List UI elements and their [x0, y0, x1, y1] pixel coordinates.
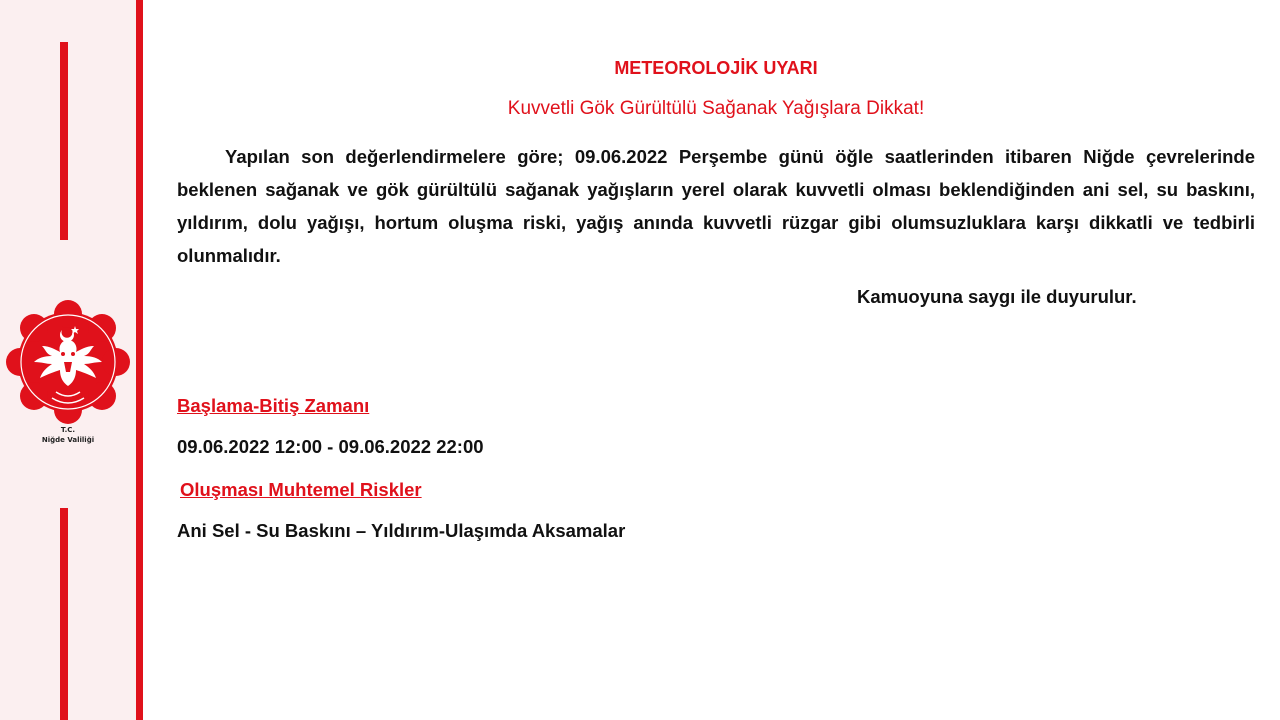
sidebar-accent-line-top	[60, 42, 68, 240]
page-title: METEOROLOJİK UYARI	[614, 58, 818, 78]
emblem-caption-tc: T.C.	[60, 426, 76, 434]
timing-value: 09.06.2022 12:00 - 09.06.2022 22:00	[177, 436, 484, 457]
sidebar-panel	[0, 0, 136, 720]
page-subtitle: Kuvvetli Gök Gürültülü Sağanak Yağışlara Dikkat!	[507, 98, 925, 119]
sidebar-divider	[136, 0, 143, 720]
emblem-caption-institution: Niğde Valiliği	[41, 436, 95, 444]
timing-label: Başlama-Bitiş Zamanı	[177, 395, 370, 416]
risks-value: Ani Sel - Su Baskını – Yıldırım-Ulaşımda Aksamalar	[177, 520, 626, 541]
nigde-valiligi-emblem-icon	[6, 300, 130, 424]
warning-paragraph: Yapılan son değerlendirmelere göre; 09.06.2022 Perşembe günü öğle saatlerinden itibaren Niğde çevrelerinde beklenen sağanak ve gök gürültülü sağanak yağışların yerel olarak kuvvetli olması beklendiğinden ani sel, su baskını, yıldırım, dolu yağışı, hortum oluşma riski, yağış anında kuvvetli rüzgar gibi olumsuzluklara karşı dikkatli ve tedbirli olunmalıdır.	[177, 146, 1255, 266]
risks-label: Oluşması Muhtemel Riskler	[180, 479, 422, 500]
sidebar-accent-line-bottom	[60, 508, 68, 720]
closing-statement: Kamuoyuna saygı ile duyurulur.	[857, 286, 1137, 307]
